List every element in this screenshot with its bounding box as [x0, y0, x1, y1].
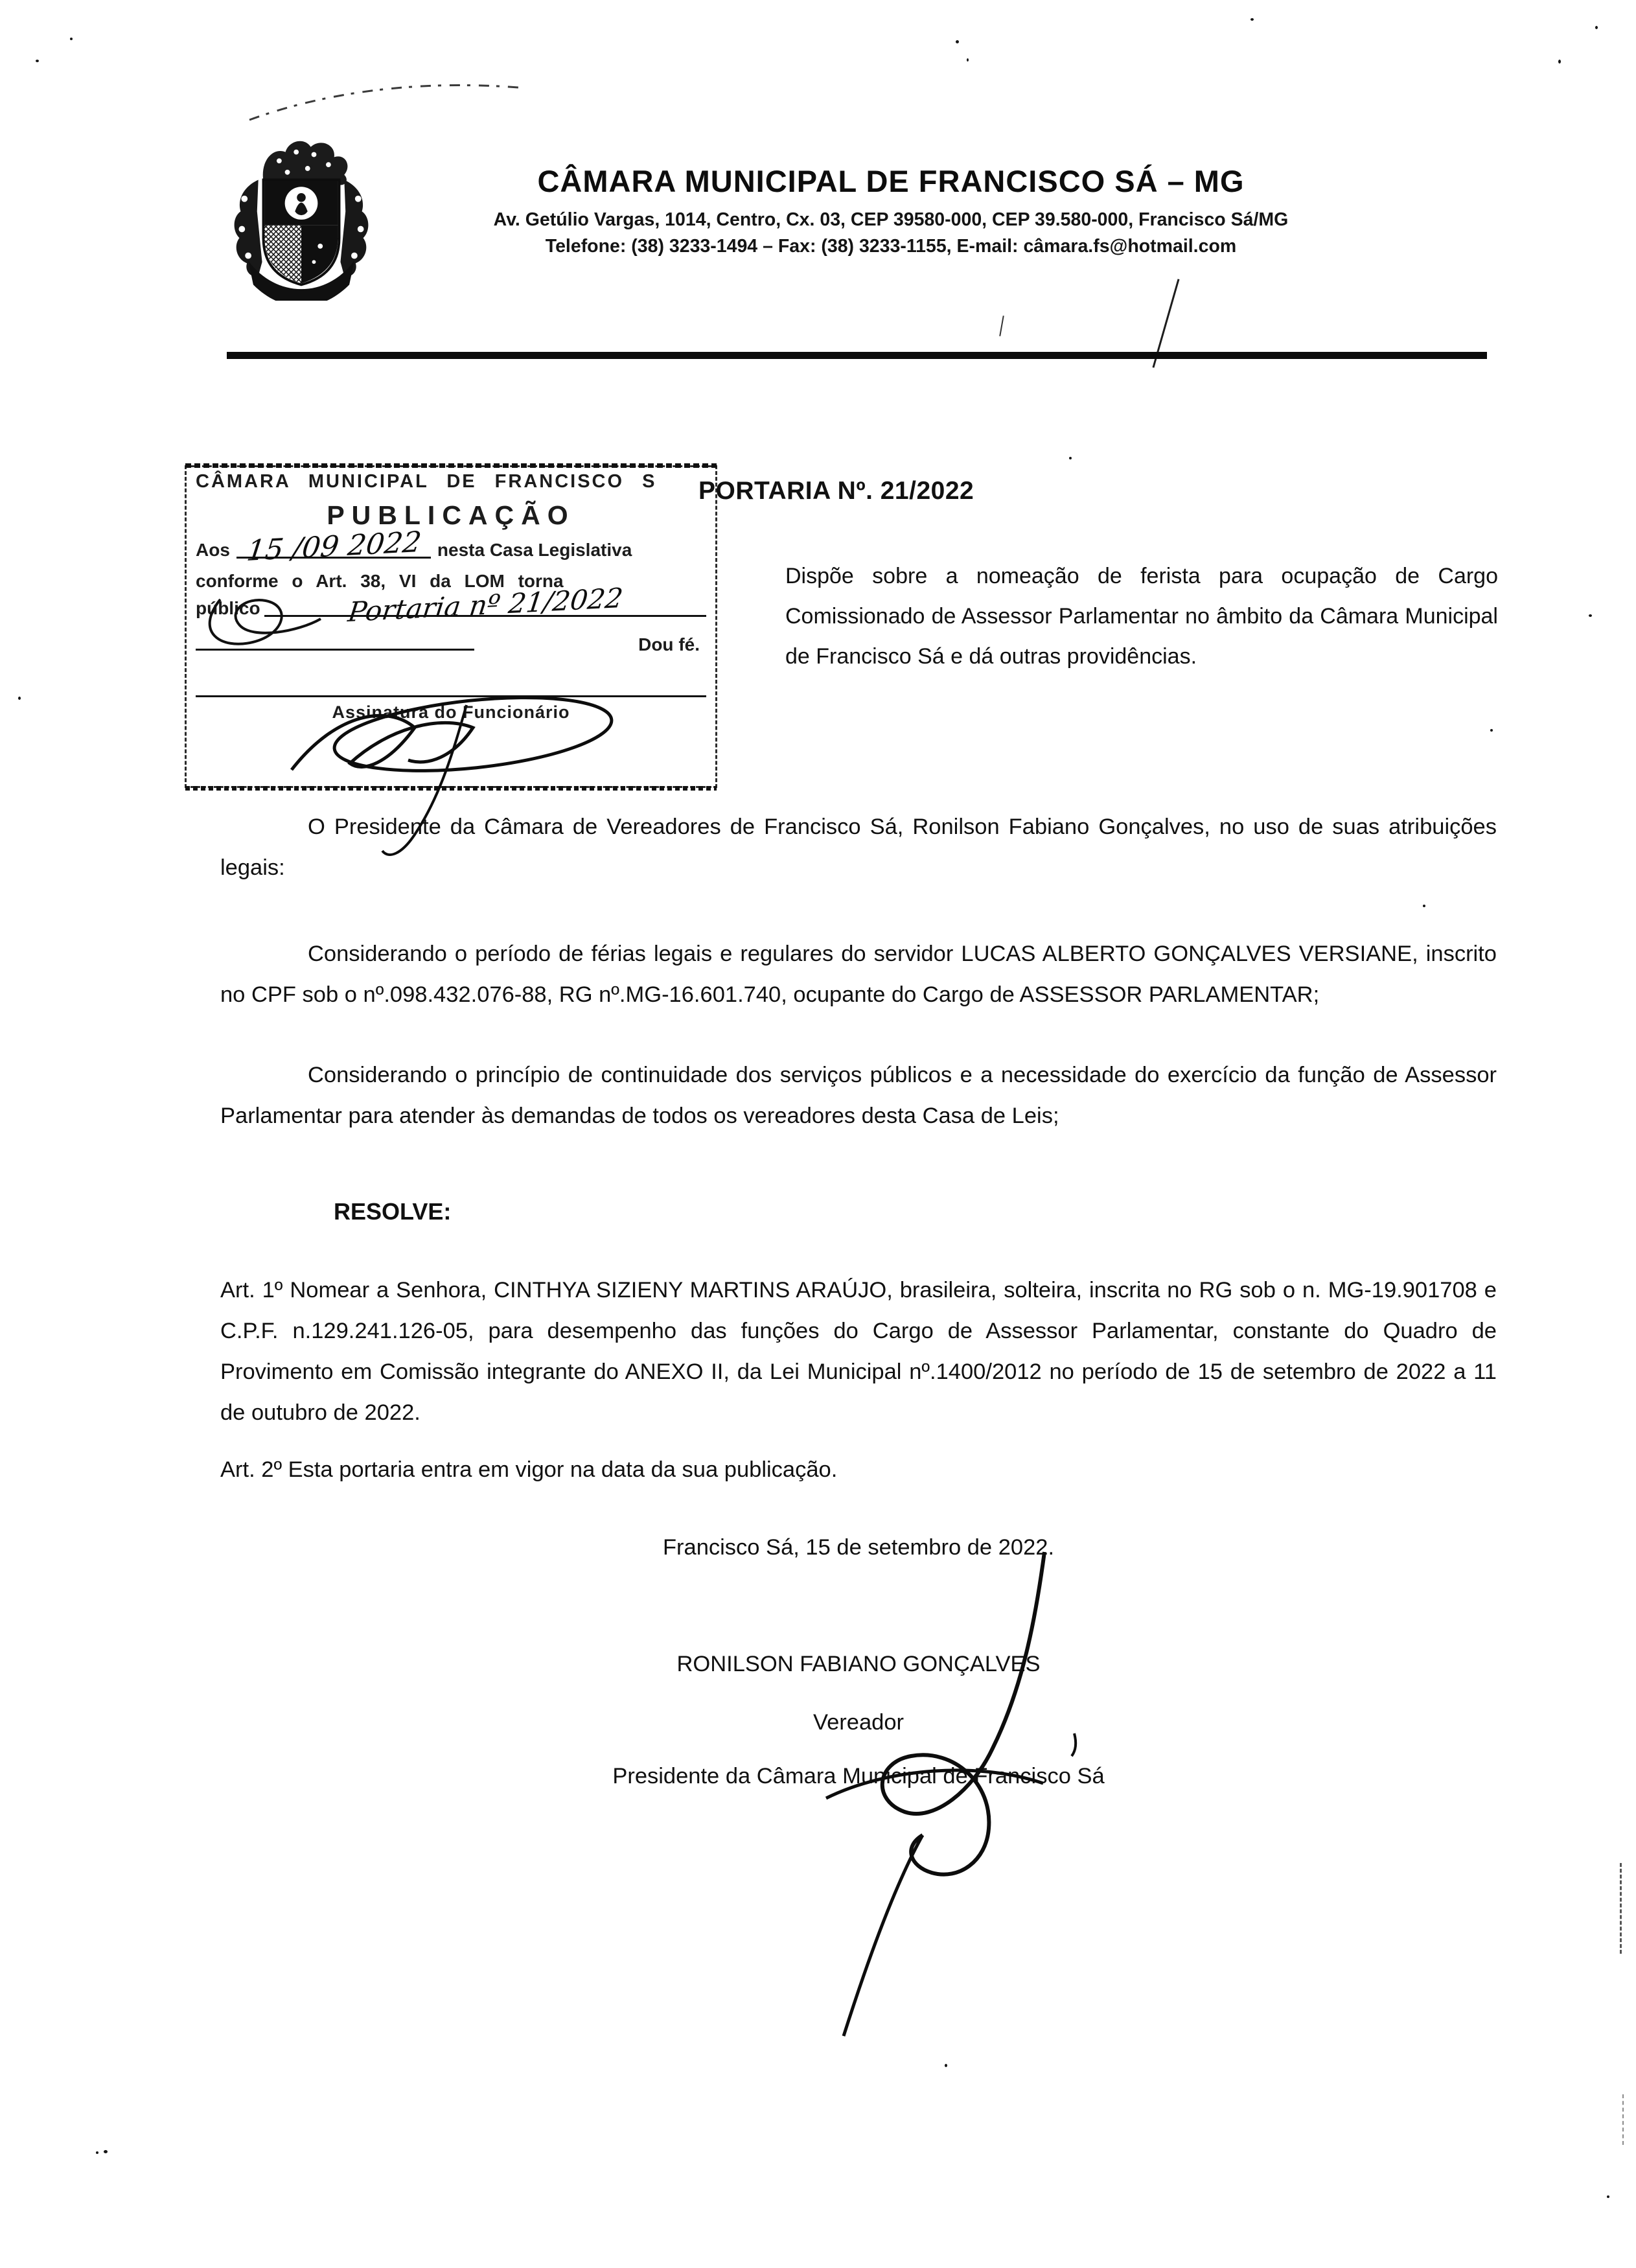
scan-speck	[1607, 2195, 1609, 2198]
stamp-publico-label: público	[196, 598, 260, 618]
handwritten-loop	[201, 580, 324, 651]
scan-dashed-line	[1622, 2094, 1624, 2145]
letterhead	[395, 163, 1387, 257]
scan-speck	[1595, 26, 1598, 29]
scan-speck	[104, 2150, 108, 2153]
scan-speck	[96, 2151, 98, 2154]
org-title: CÂMARA MUNICIPAL DE FRANCISCO SÁ – MG	[537, 164, 1245, 198]
scan-speck	[956, 40, 959, 43]
handwritten-date: 15 /09 2022	[244, 526, 423, 568]
paragraph-considering-1: Considerando o período de férias legais e regulares do servidor LUCAS ALBERTO GONÇALVES VERSIANE, inscrito no CPF sob o nº.098.432.076-88, RG nº.MG-16.601.740, ocupante do Cargo de ASSESSOR PARLAMENTAR;	[220, 942, 1497, 1007]
org-contact: Telefone: (38) 3233-1494 – Fax: (38) 3233-1155, E-mail: câmara.fs@hotmail.com	[545, 236, 1237, 257]
paragraph-considering-2: Considerando o princípio de continuidade dos serviços públicos e a necessidade do exercício da função de Assessor Parlamentar para atender às demandas de todos os vereadores desta Casa de Leis;	[220, 1063, 1497, 1128]
scan-streak	[999, 316, 1004, 336]
stamp-signature-line	[196, 695, 706, 697]
document-body	[220, 807, 1497, 1797]
signer-role: Vereador	[812, 1710, 904, 1735]
scan-speck	[36, 60, 39, 62]
stamp-title: PUBLICAÇÃO	[327, 500, 575, 530]
article-1: Art. 1º Nomear a Senhora, CINTHYA SIZIENY MARTINS ARAÚJO, brasileira, solteira, inscrita no RG sob o n. MG-19.901708 e C.P.F. n.129.241.126-05, para desempenho das funções do Cargo de Assessor Parlamentar, constante do Quadro de Provimento em Comissão integrante do ANEXO II, da Lei Municipal nº.1400/2012 no período de 15 de setembro de 2022 a 11 de outubro de 2022.	[220, 1278, 1497, 1425]
dou-fe-label: Dou fé.	[638, 634, 700, 654]
handwritten-portaria-number: Portaria nº 21/2022	[345, 582, 625, 628]
scan-dashed-line	[1620, 1863, 1622, 1954]
scan-speck	[1558, 60, 1561, 64]
scan-speck	[1250, 18, 1254, 21]
municipal-coat-of-arms-logo	[225, 135, 377, 301]
pencil-scribble-top	[246, 75, 525, 133]
stamp-signature-label: Assinatura do Funcionário	[332, 702, 570, 722]
signer-name: RONILSON FABIANO GONÇALVES	[676, 1652, 1041, 1676]
dateline: Francisco Sá, 15 de setembro de 2022.	[662, 1535, 1055, 1560]
org-address: Av. Getúlio Vargas, 1014, Centro, Cx. 03, CEP 39580-000, CEP 39.580-000, Francisco Sá/MG	[493, 209, 1289, 230]
paragraph-intro: O Presidente da Câmara de Vereadores de Francisco Sá, Ronilson Fabiano Gonçalves, no uso de suas atribuições legais:	[220, 815, 1497, 880]
header-divider	[227, 352, 1487, 359]
publication-stamp	[185, 465, 717, 788]
scan-speck	[18, 697, 21, 700]
stamp-aos-suffix: nesta Casa Legislativa	[437, 540, 632, 560]
scan-speck	[967, 58, 969, 62]
signer-title: Presidente da Câmara Municipal de Francisco Sá	[612, 1764, 1105, 1788]
stamp-conforme-line: conforme o Art. 38, VI da LOM torna	[196, 571, 706, 592]
article-2: Art. 2º Esta portaria entra em vigor na data da sua publicação.	[220, 1457, 838, 1482]
scan-speck	[70, 38, 73, 40]
scan-speck	[945, 2064, 947, 2067]
document-heading: PORTARIA Nº. 21/2022	[698, 477, 974, 505]
stamp-aos-prefix: Aos	[196, 540, 230, 560]
document-ementa: Dispõe sobre a nomeação de ferista para ocupação de Cargo Comissionado de Assessor Parlamentar no âmbito da Câmara Municipal de Francisco Sá e dá outras providências.	[785, 564, 1498, 669]
resolve-label: RESOLVE:	[334, 1198, 452, 1225]
scan-speck	[1490, 729, 1493, 732]
scan-speck	[1589, 614, 1592, 617]
scan-speck	[1069, 457, 1072, 459]
stamp-org-line: CÂMARA MUNICIPAL DE FRANCISCO S	[196, 471, 657, 492]
